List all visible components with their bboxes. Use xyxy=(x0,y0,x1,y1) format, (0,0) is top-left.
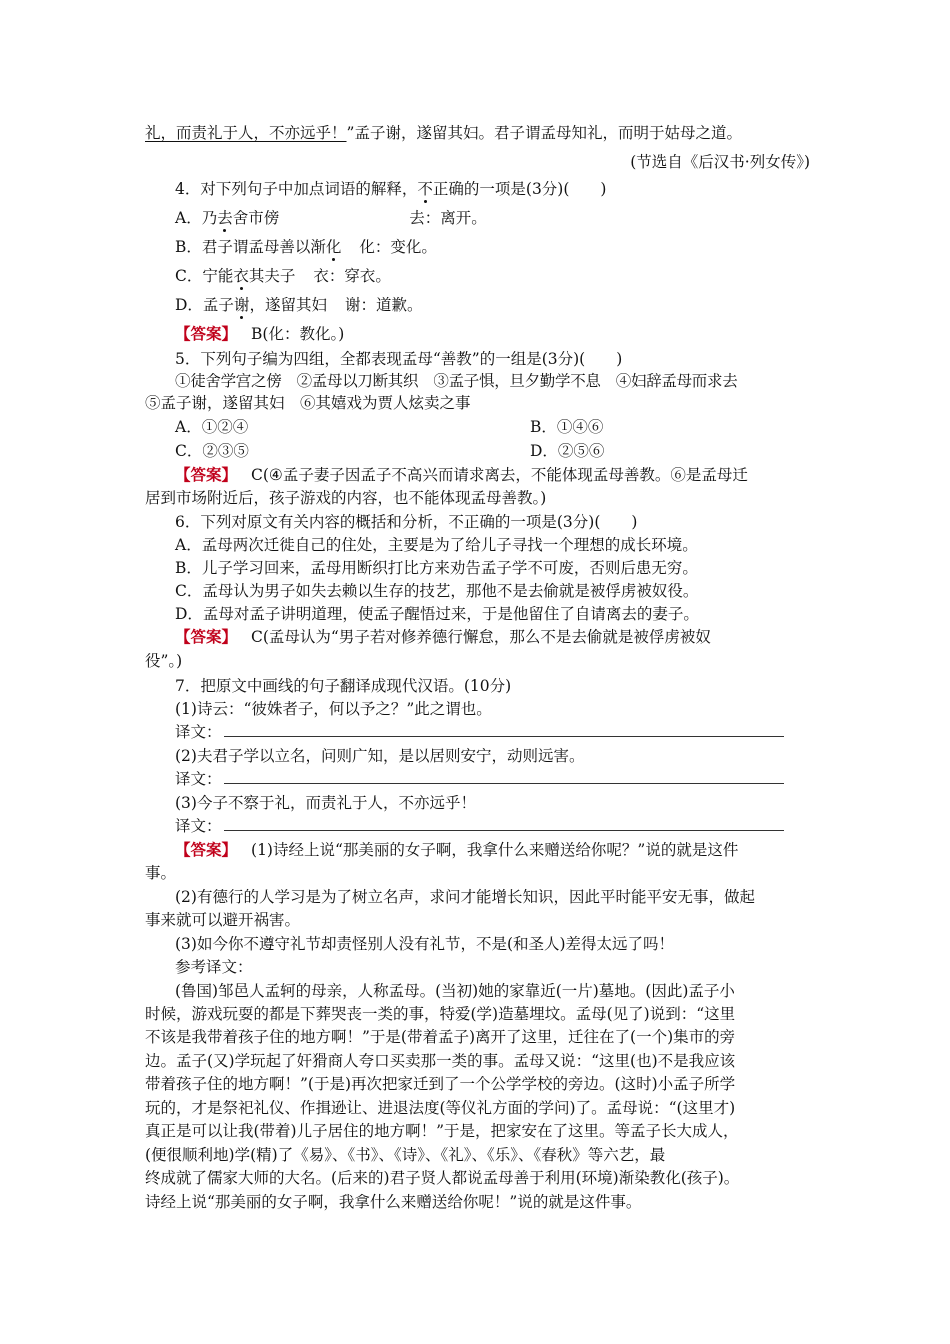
q7-translation-1: 译文： xyxy=(175,721,810,743)
q7-answer-line5: (3)如今你不遵守礼节却责怪别人没有礼节，不是(和圣人)差得太远了吗！ xyxy=(175,935,675,953)
q5-option-d: D．②⑤⑥ xyxy=(530,442,605,460)
q5-answer-line1: 【答案】 C(④孟子妻子因孟子不高兴而请求离去，不能体现孟母善教。⑥是孟母迁 xyxy=(175,465,748,484)
q7-item-1: (1)诗云：“彼姝者子，何以予之？”此之谓也。 xyxy=(175,700,492,718)
answer-label: 【答案】 xyxy=(175,324,238,343)
passage-end-line xyxy=(145,122,810,144)
dotted-word: 去 xyxy=(217,209,233,227)
q7-stem: 7．把原文中画线的句子翻译成现代汉语。(10分) xyxy=(175,677,512,695)
q4-option-c: C．宁能衣其夫子 衣：穿衣。 xyxy=(175,267,391,285)
q6-answer-line1: 【答案】 C(孟母认为“男子若对修养德行懈怠，那么不是去偷就是被俘虏被奴 xyxy=(175,627,711,646)
q6-option-d: D．孟母对孟子讲明道理，使孟子醒悟过来，于是他留住了自请离去的妻子。 xyxy=(175,605,699,623)
q4-stem: 4．对下列句子中加点词语的解释，不正确的一项是(3分)( ) xyxy=(175,180,607,198)
q5-answer-line2: 居到市场附近后，孩子游戏的内容，也不能体现孟母善教。) xyxy=(145,489,547,507)
reference-line-9: 终成就了儒家大师的大名。(后来的)君子贤人都说孟母善于利用(环境)渐染教化(孩子)。 xyxy=(145,1169,740,1187)
q5-items-line1: ①徒舍学宫之傍 ②孟母以刀断其织 ③孟子惧，旦夕勤学不息 ④妇辞孟母而求去 xyxy=(175,372,738,390)
reference-line-4: 边。孟子(又)学玩起了奸猾商人夸口买卖那一类的事。孟母又说：“这里(也)不是我应该 xyxy=(145,1052,736,1070)
source-citation: (节选自《后汉书·列女传》) xyxy=(630,153,810,171)
q7-item-3: (3)今子不察于礼，而责礼于人，不亦远乎！ xyxy=(175,794,476,812)
answer-label: 【答案】 xyxy=(175,627,238,646)
q6-option-c: C．孟母认为男子如失去赖以生存的技艺，那他不是去偷就是被俘虏被奴役。 xyxy=(175,582,699,600)
passage-end-text: ”孟子谢，遂留其妇。君子谓孟母知礼，而明于姑母之道。 xyxy=(346,124,742,142)
q4-answer-text: B(化：教化。) xyxy=(251,325,345,343)
q5-stem: 5．下列句子编为四组，全都表现孟母“善教”的一组是(3分)( ) xyxy=(175,350,623,368)
reference-line-6: 玩的，才是祭祀礼仪、作揖逊让、进退法度(等仪礼方面的学问)了。孟母说：“(这里才) xyxy=(145,1099,736,1117)
answer-label: 【答案】 xyxy=(175,840,238,859)
reference-line-2: 时候，游戏玩耍的都是下葬哭丧一类的事，特爱(学)造墓埋坟。孟母(见了)说到：“这里 xyxy=(145,1005,736,1023)
q7-translation-2: 译文： xyxy=(175,768,810,790)
q6-answer-line2: 役”。) xyxy=(145,652,183,670)
translation-blank xyxy=(224,815,784,831)
reference-line-8: (便很顺利地)学(精)了《易》、《书》、《诗》、《礼》、《乐》、《春秋》等六艺，最 xyxy=(145,1146,666,1164)
translation-blank xyxy=(224,721,784,737)
dotted-word: 化 xyxy=(325,238,342,256)
q5-option-c: C．②③⑤ xyxy=(175,442,249,460)
answer-label: 【答案】 xyxy=(175,465,238,484)
q7-answer-line3: (2)有德行的人学习是为了树立名声，求问才能增长知识，因此平时能平安无事，做起 xyxy=(175,888,755,906)
reference-line-7: 真正是可以让我(带着)儿子居住的地方啊！”于是，把家安在了这里。等孟子长大成人， xyxy=(145,1122,739,1140)
q4-option-b: B．君子谓孟母善以渐化 化：变化。 xyxy=(175,238,437,256)
q4-stem-dot-char: 不 xyxy=(417,180,433,198)
q7-answer-line1: 【答案】 (1)诗经上说“那美丽的女子啊，我拿什么来赠送给你呢？”说的就是这件 xyxy=(175,840,739,859)
underlined-sentence: 礼，而责礼于人，不亦远乎！ xyxy=(145,124,347,142)
q5-option-a: A．①②④ xyxy=(175,418,249,436)
q7-answer-line4: 事来就可以避开祸害。 xyxy=(145,911,301,929)
q5-options-row1 xyxy=(175,416,810,438)
q6-option-b: B．儿子学习回来，孟母用断织打比方来劝告孟子学不可废，否则后患无穷。 xyxy=(175,559,698,577)
reference-line-10: 诗经上说“那美丽的女子啊，我拿什么来赠送给你呢！”说的就是这件事。 xyxy=(145,1193,642,1211)
q6-stem: 6．下列对原文有关内容的概括和分析，不正确的一项是(3分)( ) xyxy=(175,513,638,531)
q7-item-2: (2)夫君子学以立名，问则广知，是以居则安宁，动则远害。 xyxy=(175,747,585,765)
q4-option-d: D．孟子谢，遂留其妇 谢：道歉。 xyxy=(175,296,423,314)
reference-line-1: (鲁国)邹邑人孟轲的母亲，人称孟母。(当初)她的家靠近(一片)墓地。(因此)孟子小 xyxy=(175,982,735,1000)
q5-items-line2: ⑤孟子谢，遂留其妇 ⑥其嬉戏为贾人炫卖之事 xyxy=(145,394,471,412)
dotted-word: 谢 xyxy=(233,296,250,314)
reference-line-3: 不该是我带着孩子住的地方啊！”于是(带着孟子)离开了这里，迁往在了(一个)集市的旁 xyxy=(145,1028,736,1046)
q4-answer xyxy=(175,323,810,345)
reference-heading: 参考译文： xyxy=(175,958,253,976)
dotted-word: 衣 xyxy=(233,267,249,285)
q5-option-b: B．①④⑥ xyxy=(530,418,604,436)
reference-line-5: 带着孩子住的地方啊！”(于是)再次把家迁到了一个公学学校的旁边。(这时)小孟子所学 xyxy=(145,1075,736,1093)
q4-option-a: A．乃去舍市傍 去：离开。 xyxy=(175,209,487,227)
q7-answer-line2: 事。 xyxy=(145,864,177,882)
q6-option-a: A．孟母两次迁徙自己的住处，主要是为了给儿子寻找一个理想的成长环境。 xyxy=(175,536,698,554)
q5-options-row2 xyxy=(175,440,810,462)
q7-translation-3: 译文： xyxy=(175,815,810,837)
translation-blank xyxy=(224,768,784,784)
